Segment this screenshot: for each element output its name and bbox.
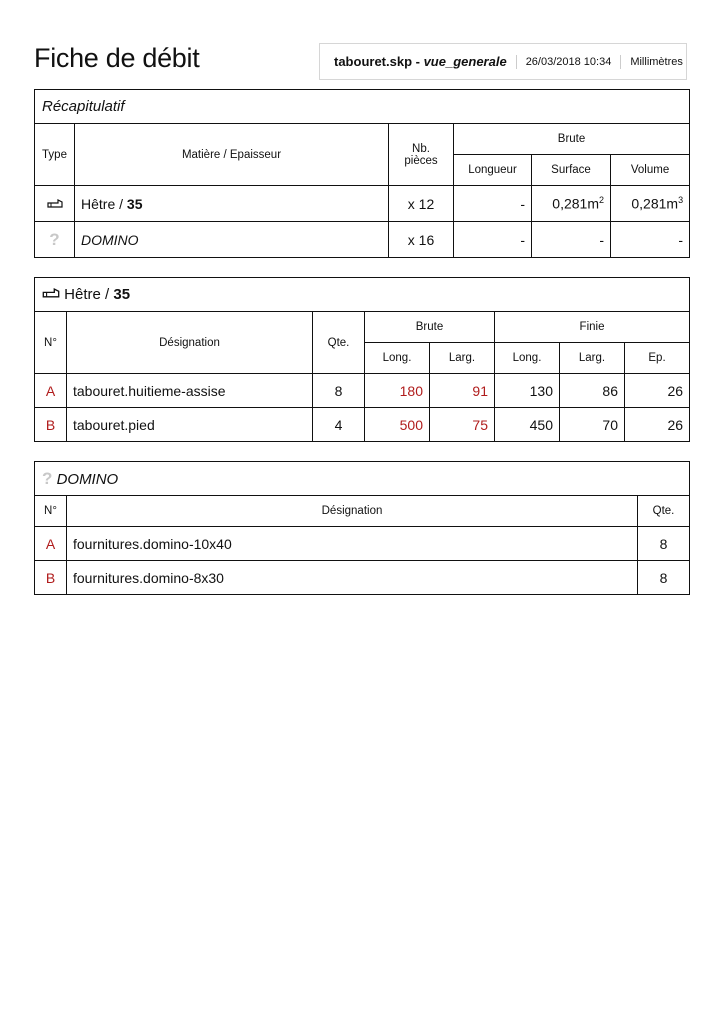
col-length: Longueur: [454, 155, 532, 186]
document-meta: [319, 43, 687, 80]
col-ep: Ep.: [625, 343, 690, 374]
row-ep: 26: [625, 408, 690, 442]
col-brute-long: Long.: [365, 343, 430, 374]
table-row: [35, 527, 690, 561]
col-count: Nb. pièces: [389, 124, 454, 186]
row-num: B: [35, 561, 67, 595]
summary-col-header-row: [35, 124, 690, 155]
row-surface: -: [532, 222, 611, 258]
table-row: [35, 374, 690, 408]
page-title: Fiche de débit: [34, 43, 200, 73]
row-ep: 26: [625, 374, 690, 408]
row-qty: 8: [313, 374, 365, 408]
domino-title: ? DOMINO: [35, 462, 690, 496]
row-material: DOMINO: [75, 222, 389, 258]
row-num: A: [35, 527, 67, 561]
col-type: Type: [35, 124, 75, 186]
summary-table: [34, 89, 690, 258]
view-name: vue_generale: [423, 54, 507, 69]
row-designation: fournitures.domino-10x40: [67, 527, 638, 561]
wood-board-icon: [42, 286, 60, 303]
col-brute-larg: Larg.: [430, 343, 495, 374]
row-qty: 8: [638, 527, 690, 561]
divider: [620, 55, 621, 69]
file-separator: -: [412, 54, 424, 69]
table-row: [35, 186, 690, 222]
row-length: -: [454, 186, 532, 222]
row-type: [35, 222, 75, 258]
table-row: [35, 408, 690, 442]
row-finie-long: 130: [495, 374, 560, 408]
wood-header-row: [35, 278, 690, 312]
row-finie-larg: 86: [560, 374, 625, 408]
col-surface: Surface: [532, 155, 611, 186]
domino-col-header-row: [35, 496, 690, 527]
col-brute: Brute: [365, 312, 495, 343]
domino-table: [34, 461, 690, 595]
row-designation: fournitures.domino-8x30: [67, 561, 638, 595]
col-finie: Finie: [495, 312, 690, 343]
unknown-material-icon: ?: [49, 229, 60, 249]
divider: [516, 55, 517, 69]
domino-header-row: [35, 462, 690, 496]
datetime: 26/03/2018 10:34: [525, 55, 612, 68]
wood-title: Hêtre / 35: [35, 278, 690, 312]
unit-label: Millimètres: [630, 55, 683, 68]
row-brute-larg: 75: [430, 408, 495, 442]
col-qty: Qte.: [638, 496, 690, 527]
file-info: [320, 54, 507, 69]
col-volume: Volume: [611, 155, 690, 186]
col-num: N°: [35, 312, 67, 374]
row-volume: $0,281m^3$: [611, 186, 690, 222]
file-name: tabouret.skp: [334, 54, 413, 69]
row-type: [35, 186, 75, 222]
row-designation: tabouret.huitieme-assise: [67, 374, 313, 408]
row-count: x 12: [389, 186, 454, 222]
col-brute: Brute: [454, 124, 690, 155]
row-surface: $0,281m^2$: [532, 186, 611, 222]
table-row: [35, 222, 690, 258]
row-brute-long: 500: [365, 408, 430, 442]
col-finie-larg: Larg.: [560, 343, 625, 374]
wood-board-icon: [47, 196, 63, 212]
col-num: N°: [35, 496, 67, 527]
row-finie-larg: 70: [560, 408, 625, 442]
summary-header-row: [35, 90, 690, 124]
row-count: x 16: [389, 222, 454, 258]
row-brute-long: 180: [365, 374, 430, 408]
row-volume: -: [611, 222, 690, 258]
col-designation: Désignation: [67, 496, 638, 527]
row-finie-long: 450: [495, 408, 560, 442]
row-designation: tabouret.pied: [67, 408, 313, 442]
row-num: A: [35, 374, 67, 408]
col-designation: Désignation: [67, 312, 313, 374]
row-qty: 4: [313, 408, 365, 442]
row-length: -: [454, 222, 532, 258]
wood-parts-table: [34, 277, 690, 442]
summary-title: Récapitulatif: [35, 90, 690, 124]
table-row: [35, 561, 690, 595]
row-material: Hêtre / 35: [75, 186, 389, 222]
unknown-material-icon: ?: [42, 468, 53, 488]
row-num: B: [35, 408, 67, 442]
row-qty: 8: [638, 561, 690, 595]
col-qty: Qte.: [313, 312, 365, 374]
row-brute-larg: 91: [430, 374, 495, 408]
wood-col-header-row: [35, 312, 690, 343]
col-material: Matière / Epaisseur: [75, 124, 389, 186]
col-finie-long: Long.: [495, 343, 560, 374]
